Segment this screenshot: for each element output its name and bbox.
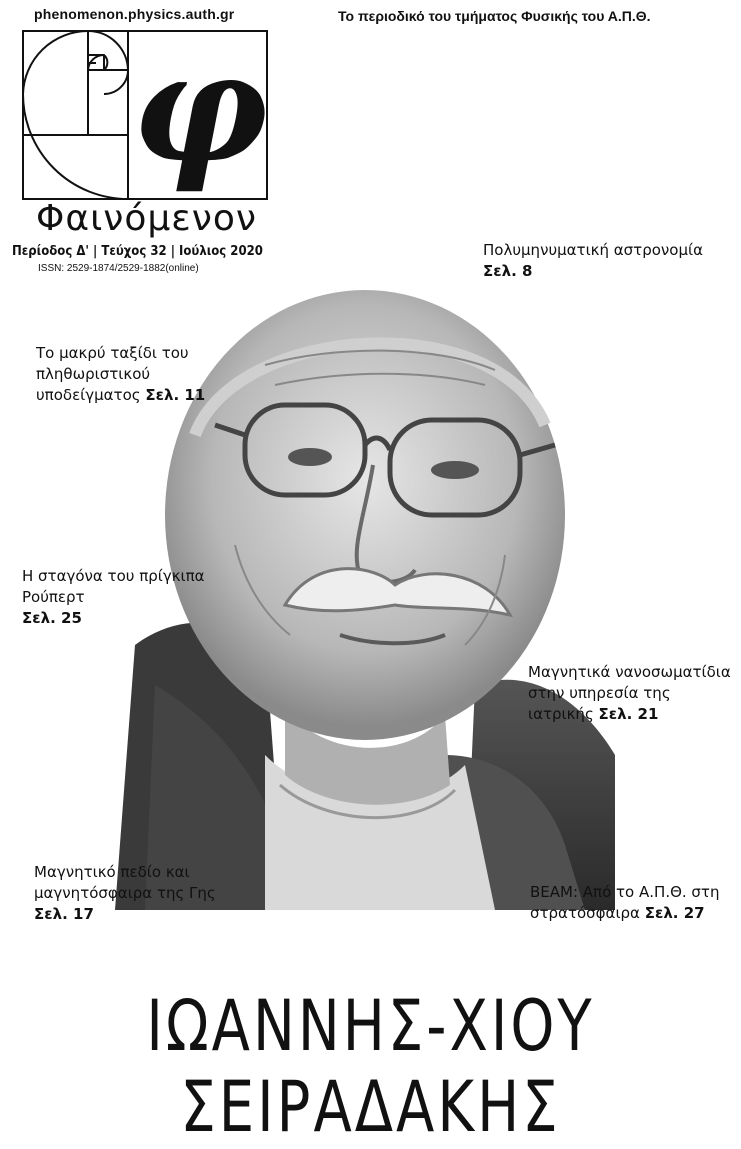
story-title: BEAM: Από το Α.Π.Θ. στη στρατόσφαιρα: [530, 883, 720, 922]
story-page: Σελ. 8: [483, 262, 533, 280]
story-page: Σελ. 27: [644, 904, 705, 922]
story-page: Σελ. 25: [22, 609, 82, 627]
magazine-logo: [22, 30, 268, 200]
story-title: Μαγνητικό πεδίο και μαγνητόσφαιρα της Γης: [34, 863, 216, 902]
story-teaser[interactable]: [36, 343, 236, 406]
story-title: Πολυμηνυματική αστρονομία: [483, 241, 703, 259]
cover-person-name: ΙΩΑΝΝΗΣ-ΧΙΟΥ ΣΕΙΡΑΔΑΚΗΣ: [146, 986, 595, 1149]
story-title: Το μακρύ ταξίδι του πληθωριστικού υποδείγματος: [36, 344, 189, 404]
phi-symbol: φ: [132, 30, 268, 196]
magazine-tagline: Το περιοδικό του τμήματος Φυσικής του Α.Π.Θ.: [338, 8, 651, 24]
story-page: Σελ. 17: [34, 905, 94, 923]
story-page: Σελ. 11: [145, 386, 206, 404]
story-title: Η σταγόνα του πρίγκιπα Ρούπερτ: [22, 567, 205, 606]
story-teaser[interactable]: [34, 862, 234, 925]
story-title: Μαγνητικά νανοσωματίδια στην υπηρεσία της ιατρικής: [528, 663, 731, 723]
issn-line: ISSN: 2529-1874/2529-1882(online): [38, 263, 199, 274]
story-teaser[interactable]: [483, 240, 703, 282]
story-page: Σελ. 21: [598, 705, 659, 723]
issue-info: Περίοδος Δ' | Τεύχος 32 | Ιούλιος 2020: [12, 244, 263, 259]
story-teaser[interactable]: [530, 882, 740, 924]
magazine-title: Φαινόμενον: [36, 198, 257, 239]
story-teaser[interactable]: [528, 662, 738, 725]
story-teaser[interactable]: [22, 566, 222, 629]
site-url[interactable]: phenomenon.physics.auth.gr: [34, 6, 235, 22]
